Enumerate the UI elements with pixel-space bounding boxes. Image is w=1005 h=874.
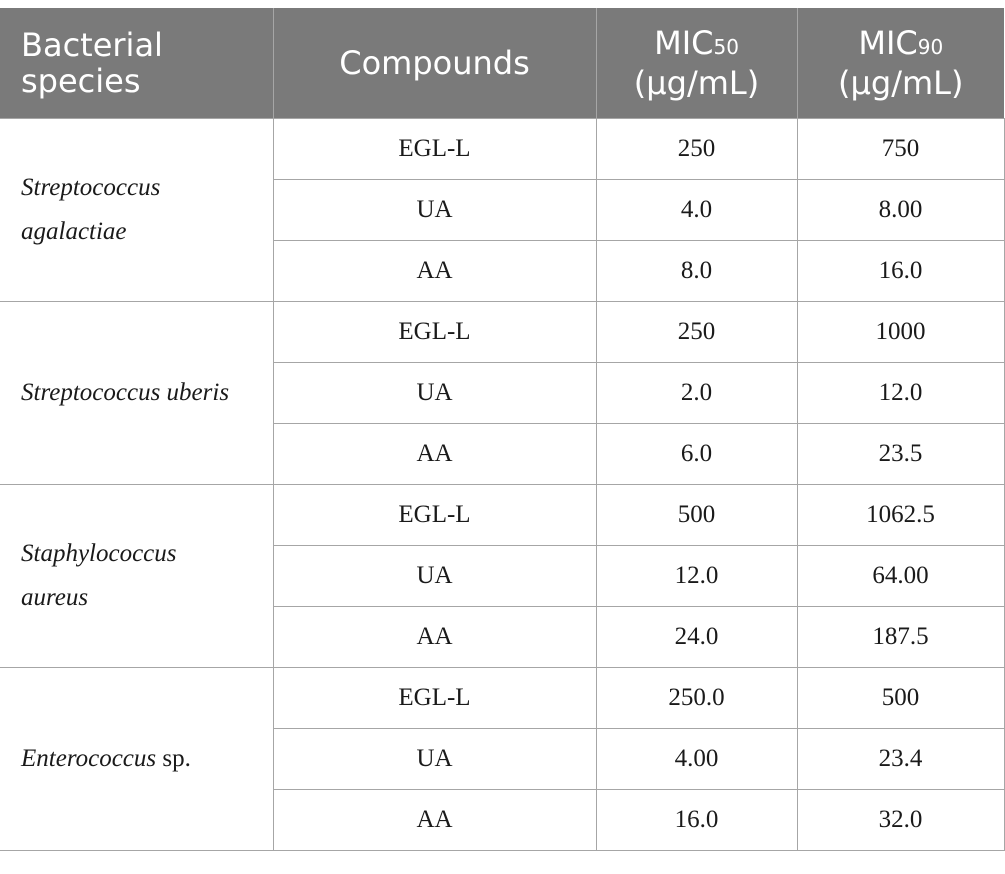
species-name-line1: Staphylococcus xyxy=(21,540,177,567)
mic90-cell: 16.0 xyxy=(797,241,1004,302)
species-cell-s-agalactiae xyxy=(0,119,273,302)
header-bacterial-species xyxy=(0,8,273,119)
species-name: Streptococcus uberis xyxy=(21,379,230,406)
header-compounds-label: Compounds xyxy=(339,44,530,82)
compound-cell: UA xyxy=(273,363,596,424)
header-mic90 xyxy=(797,8,1004,119)
mic50-cell: 250 xyxy=(596,302,797,363)
mic50-cell: 4.00 xyxy=(596,729,797,790)
header-compounds xyxy=(273,8,596,119)
header-mic90-unit: (µg/mL) xyxy=(838,64,964,102)
compound-cell: UA xyxy=(273,180,596,241)
compound-cell: UA xyxy=(273,546,596,607)
header-mic90-prefix: MIC xyxy=(858,24,918,62)
table-row xyxy=(0,485,1004,546)
table-row xyxy=(0,668,1004,729)
mic50-cell: 4.0 xyxy=(596,180,797,241)
table-body xyxy=(0,119,1004,851)
species-name-line1: Streptococcus xyxy=(21,174,161,201)
mic50-cell: 6.0 xyxy=(596,424,797,485)
species-name-line2: agalactiae xyxy=(21,218,127,245)
mic90-cell: 1062.5 xyxy=(797,485,1004,546)
header-mic50-unit: (µg/mL) xyxy=(633,64,760,102)
compound-cell: AA xyxy=(273,424,596,485)
compound-cell: AA xyxy=(273,790,596,851)
species-cell-s-uberis xyxy=(0,302,273,485)
table-row xyxy=(0,119,1004,180)
compound-cell: EGL-L xyxy=(273,302,596,363)
compound-cell: UA xyxy=(273,729,596,790)
mic90-cell: 1000 xyxy=(797,302,1004,363)
mic90-cell: 64.00 xyxy=(797,546,1004,607)
header-mic90-sub: 90 xyxy=(917,35,944,59)
mic90-cell: 500 xyxy=(797,668,1004,729)
species-cell-enterococcus xyxy=(0,668,273,851)
mic90-cell: 23.5 xyxy=(797,424,1004,485)
mic50-cell: 8.0 xyxy=(596,241,797,302)
table-row xyxy=(0,302,1004,363)
header-mic50-sub: 50 xyxy=(713,35,739,59)
header-mic50-prefix: MIC xyxy=(654,24,714,62)
mic90-cell: 32.0 xyxy=(797,790,1004,851)
mic50-cell: 250.0 xyxy=(596,668,797,729)
table-header xyxy=(0,8,1004,119)
compound-cell: EGL-L xyxy=(273,119,596,180)
mic-table xyxy=(0,8,1005,851)
species-cell-s-aureus xyxy=(0,485,273,668)
mic90-cell: 12.0 xyxy=(797,363,1004,424)
header-mic50 xyxy=(596,8,797,119)
mic90-cell: 750 xyxy=(797,119,1004,180)
mic50-cell: 12.0 xyxy=(596,546,797,607)
compound-cell: AA xyxy=(273,607,596,668)
species-name-line2: aureus xyxy=(21,584,89,611)
mic50-cell: 500 xyxy=(596,485,797,546)
mic50-cell: 2.0 xyxy=(596,363,797,424)
header-species-line2: species xyxy=(21,62,141,100)
compound-cell: EGL-L xyxy=(273,485,596,546)
mic50-cell: 24.0 xyxy=(596,607,797,668)
mic50-cell: 16.0 xyxy=(596,790,797,851)
species-name-suffix: sp. xyxy=(156,745,191,772)
compound-cell: AA xyxy=(273,241,596,302)
species-name-italic: Enterococcus xyxy=(21,745,157,772)
header-species-line1: Bacterial xyxy=(21,26,163,64)
compound-cell: EGL-L xyxy=(273,668,596,729)
mic90-cell: 23.4 xyxy=(797,729,1004,790)
mic90-cell: 187.5 xyxy=(797,607,1004,668)
mic90-cell: 8.00 xyxy=(797,180,1004,241)
mic50-cell: 250 xyxy=(596,119,797,180)
header-row xyxy=(0,8,1004,119)
